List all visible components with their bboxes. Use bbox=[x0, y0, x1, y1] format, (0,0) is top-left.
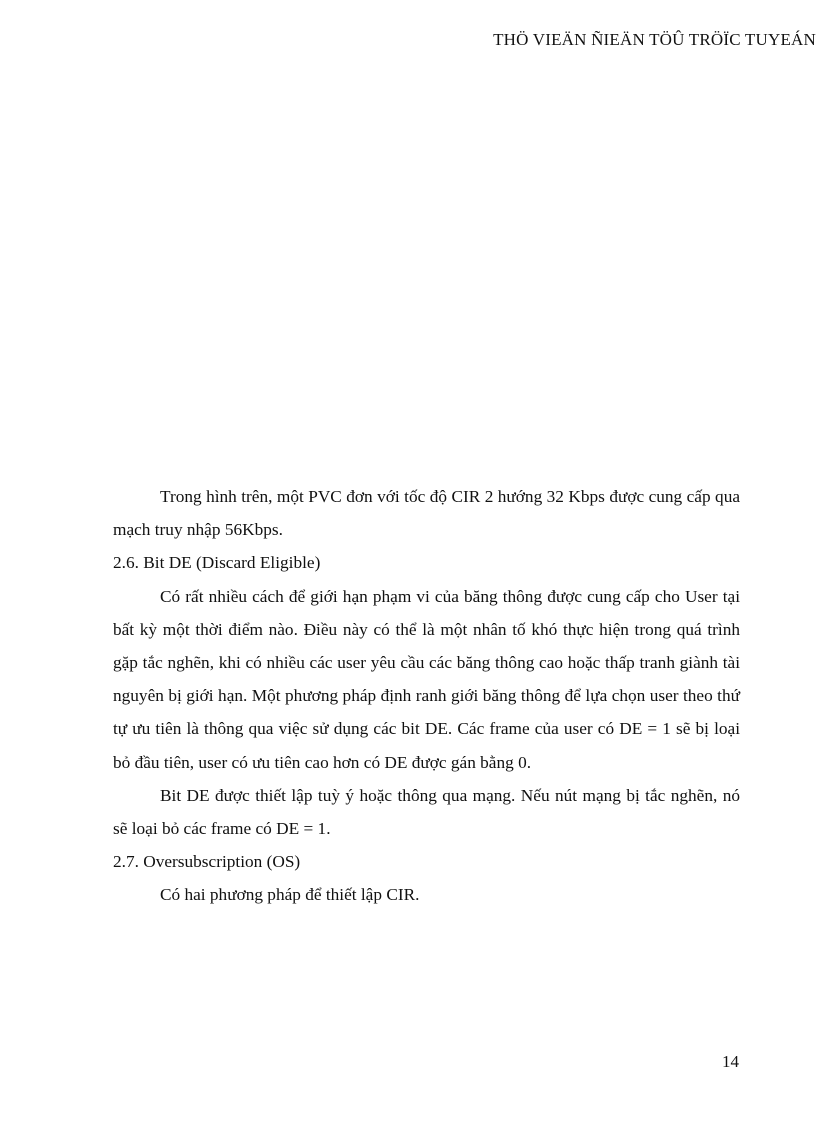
section-heading-oversubscription: 2.7. Oversubscription (OS) bbox=[113, 852, 301, 872]
paragraph-de-setting: Bit DE được thiết lập tuỳ ý hoặc thông qua mạng. Nếu nút mạng bị tắc nghẽn, nó sẽ loại bỏ các frame có DE = 1. bbox=[113, 785, 740, 839]
paragraph-bandwidth-limits: Có rất nhiều cách để giới hạn phạm vi của băng thông được cung cấp cho User tại bất kỳ một thời điểm nào. Điều này có thể là một nhân tố khó thực hiện trong quá trình gặp tắc nghẽn, khi có nhiều các user yêu cầu các băng thông cao hoặc thấp tranh giành tài nguyên bị giới hạn. Một phương pháp định ranh giới băng thông để lựa chọn user theo thứ tự ưu tiên là thông qua việc sử dụng các bit DE. Các frame của user có DE = 1 sẽ bị loại bỏ đầu tiên, user có ưu tiên cao hơn có DE được gán bằng 0. bbox=[113, 586, 740, 772]
page-header: THÖ VIEÄN ÑIEÄN TÖÛ TRÖÏC TUYEÁN bbox=[493, 30, 816, 49]
paragraph-cir-methods: Có hai phương pháp để thiết lập CIR. bbox=[160, 885, 420, 905]
page-number: 14 bbox=[722, 1052, 739, 1071]
document-body bbox=[113, 480, 740, 912]
section-heading-bit-de: 2.6. Bit DE (Discard Eligible) bbox=[113, 553, 321, 573]
paragraph-pvc-cir: Trong hình trên, một PVC đơn với tốc độ CIR 2 hướng 32 Kbps được cung cấp qua mạch truy nhập 56Kbps. bbox=[113, 487, 740, 540]
